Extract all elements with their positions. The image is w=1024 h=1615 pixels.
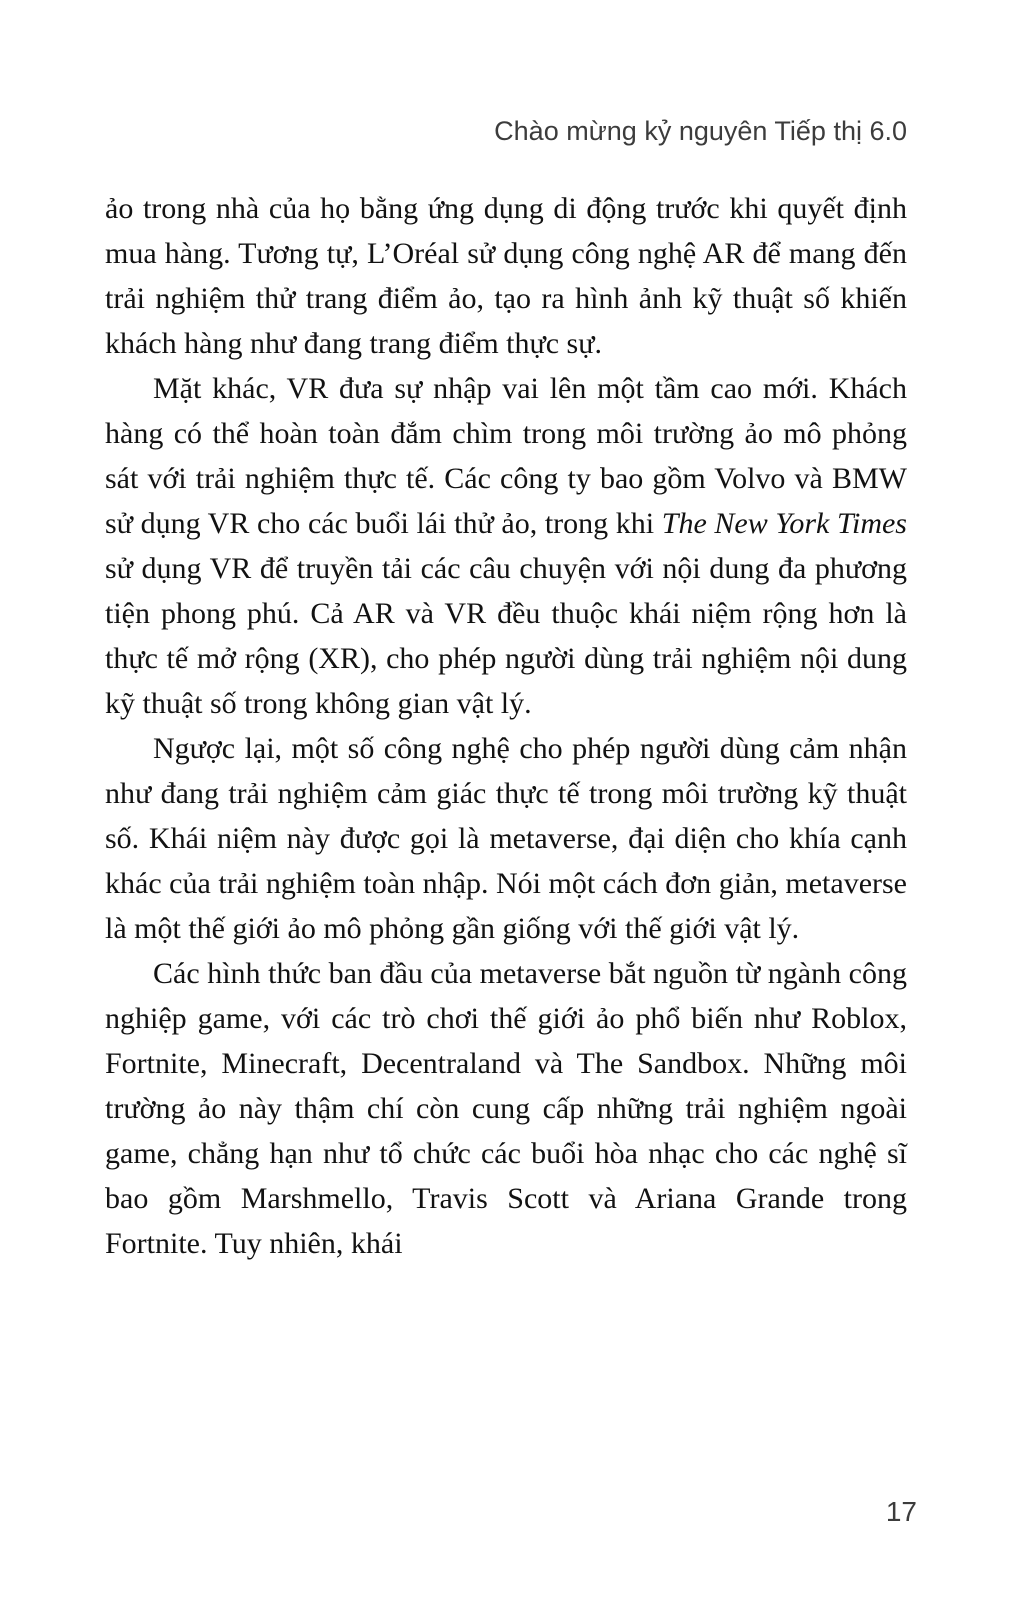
paragraph: Các hình thức ban đầu của metaverse bắt nguồn từ ngành công nghiệp game, với các trò chơi thế giới ảo phổ biến như Roblox, Fortnite, Minecraft, Decentraland và The Sandbox. Những môi trường ảo này thậm chí còn cung cấp những trải nghiệm ngoài game, chẳng hạn như tổ chức các buổi hòa nhạc cho các nghệ sĩ bao gồm Marshmello, Travis Scott và Ariana Grande trong Fortnite. Tuy nhiên, khái: [105, 957, 907, 1260]
page-number: 17: [885, 1496, 917, 1527]
paragraph: ảo trong nhà của họ bằng ứng dụng di động trước khi quyết định mua hàng. Tương tự, L’Oréal sử dụng công nghệ AR để mang đến trải nghiệm thử trang điểm ảo, tạo ra hình ảnh kỹ thuật số khiến khách hàng như đang trang điểm thực sự.: [105, 192, 907, 360]
page-body: [105, 186, 907, 1266]
paragraph-text: Mặt khác, VR đưa sự nhập vai lên một tầm cao mới. Khách hàng có thể hoàn toàn đắm chìm trong môi trường ảo mô phỏng sát với trải nghiệm thực tế. Các công ty bao gồm Volvo và BMW sử dụng VR cho các buổi lái thử ảo, trong khi: [105, 372, 907, 540]
paragraph: Ngược lại, một số công nghệ cho phép người dùng cảm nhận như đang trải nghiệm cảm giác thực tế trong môi trường kỹ thuật số. Khái niệm này được gọi là metaverse, đại diện cho khía cạnh khác của trải nghiệm toàn nhập. Nói một cách đơn giản, metaverse là một thế giới ảo mô phỏng gần giống với thế giới vật lý.: [105, 732, 907, 945]
running-header: Chào mừng kỷ nguyên Tiếp thị 6.0: [494, 116, 907, 146]
paragraph: [105, 366, 907, 726]
paragraph-text: sử dụng VR để truyền tải các câu chuyện với nội dung đa phương tiện phong phú. Cả AR và VR đều thuộc khái niệm rộng hơn là thực tế mở rộng (XR), cho phép người dùng trải nghiệm nội dung kỹ thuật số trong không gian vật lý.: [105, 552, 907, 720]
book-title-italic: The New York Times: [661, 507, 907, 540]
